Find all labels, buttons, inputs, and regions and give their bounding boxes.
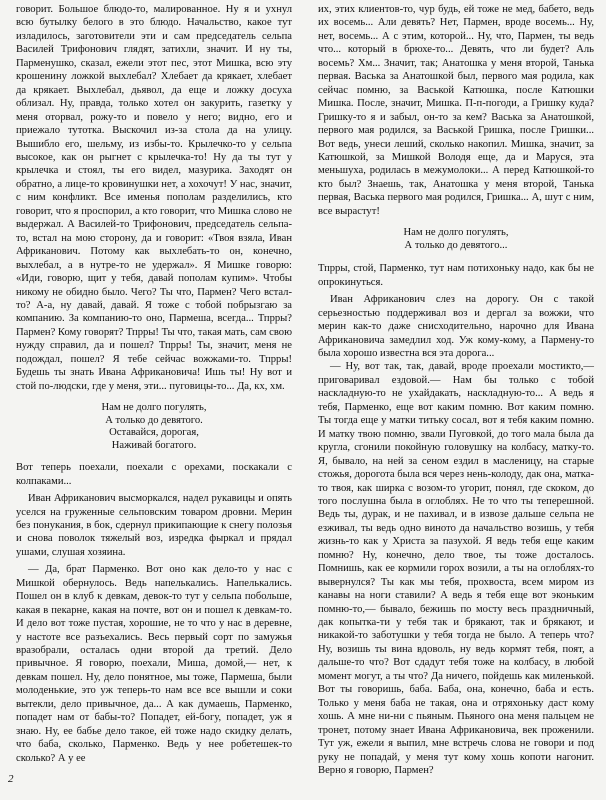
paragraph: Иван Африканович слез на дорогу. Он с такой серьезностью поддерживал воз и дергал за вожжи, что мерин как-то даже снисходительно, нарочно для Ивана Африкановича замедлил ход. Уж кому-кому, а Пармену-то была хорошо известна вся эта дорога... [318,294,594,359]
paragraph: говорит. Большое блюдо-то, малированное. Ну я и ухнул всю бутылку белого в это блюдо. Начальство, какое тут изладилось, заготовители эти и сам председатель сельпа Василей Трифонович глядят, затихли, значит. И ну ты, Парменушко, сказал, ежели этот пес, этот Мишка, всю эту крошенину ложкой выхлебал? Хлебает да крякает, хлебает да крякает. Выхлебал, дьявол, да еще и ложку досуха облизал. Ну, правда, только хотел он закурить, газетку у меня оторвал, рожу-то и повело у него; видно, его и приежало тутотка. Выскочил из-за стола да на улицу. Вышибло его, шельму, из избы-то. Крылечко-то у сельпа высокое, как он рыгнет с крылечка-то! Ну да ты тут у крылечка и стоял, ты его видел, мазурика. Заходят он обратно, а лице-то кровинушки нет, а хохочут! У нас, значит, с ним конфликт. Все именья пополам разделились, кто говорит, что я проспорил, а кто говорит, что Мишка слово не выдержал. А Василей-то Трифонович, председатель сельпа-то, встал на мою сторону, да и говорит: «Твоя взяла, Иван Африканович. Потому как выхлебать-то он, конечно, выхлебал, а в нутре-то не удержал». Я Мишке говорю: «Иди, говорю, щит у тебя, давай пополам купим». Чтобы никому не обидно было. Чего? Ты что, Пармен? Чего встал-то? А-а, ну давай, давай. Я тоже с тобой побрызгаю за компанию. За компанию-то оно, Пармеша, всегда... Тпрры? Пармен? Кому говорят? Тпрры! Ты что, такая мать, сам свою нужду справил, да и пошел? Тпрры! Ты, значит, меня не подождал, пошел? Я тебе сейчас вожжами-то. Тпрры! Будешь ты знать Ивана Африкановича! Ишь ты! Ну вот и стой по-людски, где у меня, эти... пуговицы-то... Да, кх, хм. [16,4,292,392]
verse-line: Оставайся, дорогая, [109,427,199,439]
verse-line: Нам не долго погулять, [403,227,509,239]
verse [318,227,594,252]
left-column [16,3,292,765]
verse-line: Нам не долго погулять, [101,402,207,414]
paragraph: Вот теперь поехали, поехали с орехами, поскакали с колпаками... [16,462,292,487]
paragraph: Иван Африканович высморкался, надел рукавицы и опять уселся на груженные сельповским товаром дровни. Мерин без понукания, в бок, сдернул прикипающие к снегу полозья и снова поволок тяжелый воз, изредка фыркал и прядал ушами, слушая хозяина. [16,493,292,558]
verse-line: А только до девятого. [105,414,203,426]
paragraph: — Ну, вот так, так, давай, вроде проехали мостикто,— приговаривал ездовой.— Нам бы только с тобой наскладную-то не ухайдакать, наскладную-то... А ведь я тебя, Парменко, еще вот каким помню. Вот каким помню. Ты тогда еще у матки титьку сосал, вот я тебя каким помню. И матку твою помню, звали Пуговкой, до того мала была да кругла, сгонили покойную головушку на колбасу, матку-то. Я, бывало, на ней за сеном ездил в масленицу, на старые стожья, дорогота была вся через нень-колоду, дак она, матка-то твоя, как ширка с возом-то угорит, понял, где скоком, до того послушна была в оглоблях. Не то что ты теперешной. Ведь ты, дурак, и не пахивал, и в извозе дальше сельпа не езживал, ты ведь одно виното да начальство возишь, у тебя жизнь-то как у Христа за пазухой. Я ведь тебя еще каким помню? Ну, конечно, дело твое, ты тоже досталось. Помнишь, как ее кормили горох возили, а ты на оглоблях-то вывернулся? Ты как мы тебя, прохвоста, всем миром из канавы на ноги ставили? А ведь я тебя еще вот эконьким помню-то,— бывало, бежишь по мосту весь праздничный, дак копытка-ти у тебя так и брякают, так и брякают, и никакой-то заботушки у тебя тогда не было. А теперь что? Ну, возишь ты вина вдоволь, ну ведь кормят тебя, поят, а дальше-то что? Вот сдадут тебя тоже на колбасу, в любой момент могут, а ты что? Да ничего, пойдешь как миленькой. Вот ты говоришь, баба. Баба, она, конечно, баба и есть. Только у меня баба не такая, она и отряхоньку даст кому хошь. А мне ни-ни с пьяным. Пьяного она меня пальцем не тронет, потому знает Ивана Африкановича, век проженили. Тут уж, ежели я выпил, мне встречь слова не говори и под руку не попадай, у меня тут кому хошь копоти нагонит. Верно я говорю, Пармен? [318,361,594,777]
page-number: 2 [8,773,14,785]
paragraph: Тпрры, стой, Парменко, тут нам потихоньку надо, как бы не опрокинуться. [318,263,594,288]
verse [16,402,292,452]
verse-line: Наживай богатого. [111,439,197,451]
paragraph: их, этих клиентов-то, чур будь, ей тоже не мед, бабето, ведь их восемь... Али девять? Нет, Пармен, вроде восемь... Ну, нет, восемь... А с этим, которой... Ну, что, Пармен, ты ведь что... который в брюхе-то... Девять, что ли будет? Аль восемь? Хм... Значит, так; Анатошка у меня второй, Танька первая. Васька за Анатошкой был, первого мая родила, как сейчас помню, за Васькой Катюшка, после Катюшки Мишка. После, значит, Мишка. П-п-погоди, а Гришку кудa? Гришку-то я и забыл, он-то за кем? Васька за Анатошкой, первого мая родился, за Васькой Гришка, после Гришки... Вот ведь, унеси леший, сколько накопил. Мишка, значит, за Катюшкой, за Мишкой Володя еще, да и Маруся, эта меньшуха, родилась в межумолоки... А перед Катюшкой-то кто был? Знаешь, так, Анатошка у меня второй, Танька первая, Васька первого мая родился, Гришка... А, шут с ним, все вырастут! [318,4,594,217]
paragraph: — Да, брат Парменко. Вот оно как дело-то у нас с Мишкой обернулось. Ведь напелькались. Напелькались. Пошел он в клуб к девкам, девок-то тут у сельпа побольше, какая в пекарне, какая на почте, вот он и пошел к девкам-то. И дело вот тоже пустая, хорошие, не то что у нас в деревне, у настоте все разъехались. Весь первый сорт по замужья вразобрали, осталась одни второй да третий. Дело привычное. Я говорю, поехали, Миша, домой,— нет, к девкам пошел. Ну, дело понятное, мы тоже, Пармеша, были молоденькие, это уж теперь-то нам все все вышли и соки вытекли, дело привычное, да... А как думаешь, Парменко, попадет нам от бабы-то? Попадет, ей-богу, попадет, уж я знаю. Ну, ее бабье дело такое, ей тоже надо скидку делать, что баба, сколько, Парменко. Ведь у нее робетешек-то сколько? А у ее [16,564,292,764]
verse-line: А только до девятого... [404,239,508,251]
right-column [318,3,594,777]
